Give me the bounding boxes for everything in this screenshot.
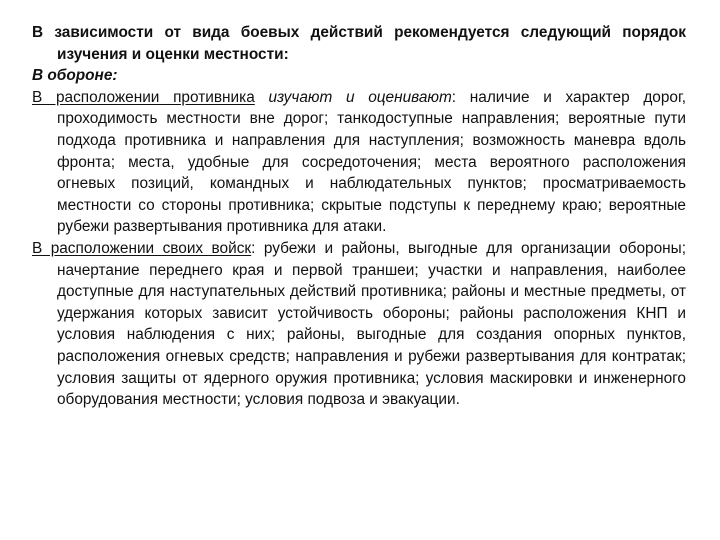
own-label: В расположении своих войск — [32, 239, 252, 257]
slide-heading: В зависимости от вида боевых действий рекомендуется следующий порядок изучения и оценки местности: — [32, 24, 686, 63]
own-paragraph — [32, 238, 686, 411]
defense-subheading: В обороне: — [32, 67, 118, 85]
own-text: : рубежи и районы, выгодные для организации обороны; начертание переднего края и первой траншеи; участки и направления, наиболее доступные для наступательных действий противника; районы и местные предметы, от удержания которых зависит устойчивость обороны; районы расположения КНП и условия наблюдения с них; районы, выгодные для создания опорных пунктов, расположения огневых средств; направления и рубежи развертывания для контратак; условия защиты от ядерного оружия противника; условия маскировки и инженерного оборудования местности; условия подвоза и эвакуации. — [57, 239, 686, 409]
enemy-verb: изучают и оценивают — [268, 88, 452, 106]
enemy-label: В расположении противника — [32, 88, 255, 106]
enemy-text: : наличие и характер дорог, проходимость местности вне дорог; танкодоступные направления; вероятные пути подхода противника и направления для наступления; возможность маневра вдоль фронта; места, удобные для сосредоточения; места вероятного расположения огневых позиций, командных и наблюдательных пунктов; просматриваемость местности со стороны противника; скрытые подступы к переднему краю; вероятные рубежи развертывания противника для атаки. — [57, 88, 686, 236]
enemy-paragraph — [32, 87, 686, 238]
